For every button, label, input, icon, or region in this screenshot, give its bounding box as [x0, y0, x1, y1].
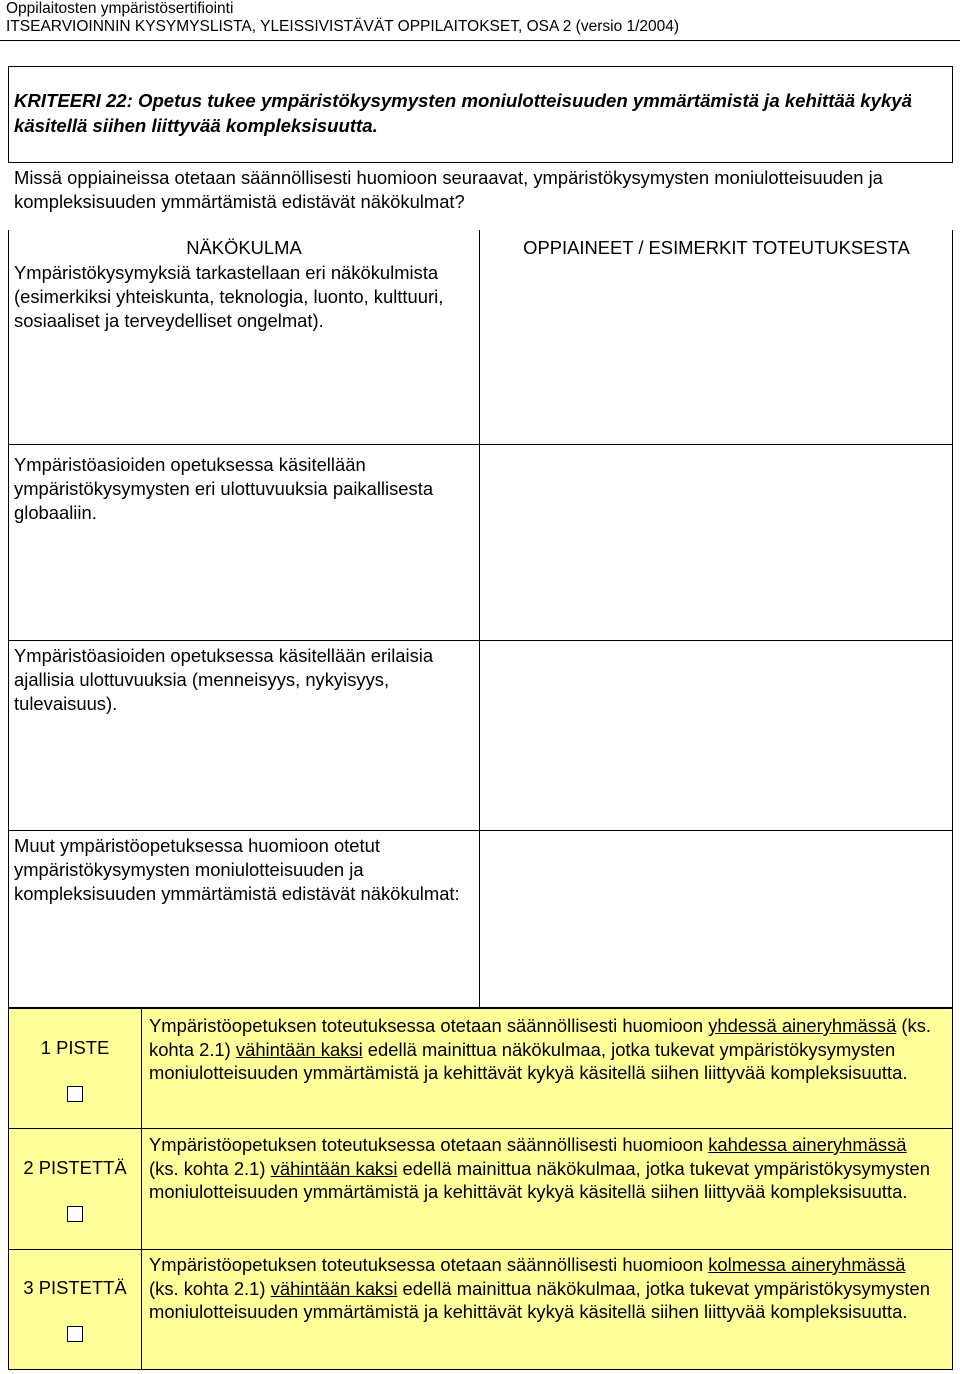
answer-cell-4[interactable]: [484, 835, 948, 1003]
answer-cell-3[interactable]: [484, 645, 948, 825]
column-header-subjects: OPPIAINEET / ESIMERKIT TOTEUTUKSESTA: [523, 237, 910, 258]
score-label-2: 2 PISTETTÄ: [23, 1157, 127, 1178]
score-description-1: Ympäristöopetuksen toteutuksessa otetaan säännöllisesti huomioon yhdessä aineryhmässä (ks. kohta 2.1) vähintään kaksi edellä mainittua näkökulmaa, jotka tukevat ympäristökysymysten moniulotteisuuden ymmärtämistä ja kehittävät kykyä käsitellä siihen liittyvää kompleksisuutta.: [149, 1015, 932, 1083]
score-checkbox-1[interactable]: [67, 1086, 83, 1102]
criterion-title: KRITEERI 22: Opetus tukee ympäristökysymysten moniulotteisuuden ymmärtämistä ja kehittää kykyä käsitellä siihen liittyvää kompleksisuutta.: [14, 90, 912, 136]
table-row-divider: [8, 444, 953, 445]
column-header-perspective: NÄKÖKULMA: [186, 237, 302, 258]
scoring-column-divider: [141, 1008, 142, 1370]
scoring-row-divider: [8, 1128, 953, 1129]
table-column-divider: [479, 230, 480, 1008]
perspective-row-3: Ympäristöasioiden opetuksessa käsitellään erilaisia ajallisia ulottuvuuksia (menneisyys, nykyisyys, tulevaisuus).: [14, 645, 434, 714]
score-label-3: 3 PISTETTÄ: [23, 1277, 127, 1298]
answer-cell-1[interactable]: [484, 264, 948, 440]
scoring-row-divider: [8, 1249, 953, 1250]
table-row-divider: [8, 830, 953, 831]
score-description-3: Ympäristöopetuksen toteutuksessa otetaan säännöllisesti huomioon kolmessa aineryhmässä (ks. kohta 2.1) vähintään kaksi edellä mainittua näkökulmaa, jotka tukevat ympäristökysymysten moniulotteisuuden ymmärtämistä ja kehittävät kykyä käsitellä siihen liittyvää kompleksisuutta.: [149, 1254, 930, 1322]
score-checkbox-2[interactable]: [67, 1206, 83, 1222]
score-checkbox-3[interactable]: [67, 1326, 83, 1342]
document-header-title: Oppilaitosten ympäristösertifiointi: [6, 0, 234, 17]
perspective-row-1: Ympäristökysymyksiä tarkastellaan eri näkökulmista (esimerkiksi yhteiskunta, teknologia, luonto, kulttuuri, sosiaaliset ja terveydelliset ongelmat).: [14, 262, 444, 331]
criterion-question: Missä oppiaineissa otetaan säännöllisesti huomioon seuraavat, ympäristökysymysten moniulotteisuuden ja kompleksisuuden ymmärtämistä edistävät näkökulmat?: [14, 167, 883, 212]
perspective-row-4: Muut ympäristöopetuksessa huomioon otetut ympäristökysymysten moniulotteisuuden ja kompleksisuuden ymmärtämistä edistävät näkökulmat:: [14, 835, 460, 904]
score-label-1: 1 PISTE: [40, 1037, 110, 1058]
answer-cell-2[interactable]: [484, 449, 948, 635]
document-header-subtitle: ITSEARVIOINNIN KYSYMYSLISTA, YLEISSIVISTÄVÄT OPPILAITOKSET, OSA 2 (versio 1/2004): [6, 18, 680, 35]
score-description-2: Ympäristöopetuksen toteutuksessa otetaan säännöllisesti huomioon kahdessa aineryhmässä (ks. kohta 2.1) vähintään kaksi edellä mainittua näkökulmaa, jotka tukevat ympäristökysymysten moniulotteisuuden ymmärtämistä ja kehittävät kykyä käsitellä siihen liittyvää kompleksisuutta.: [149, 1134, 930, 1202]
header-divider: [0, 40, 960, 41]
perspective-row-2: Ympäristöasioiden opetuksessa käsitellään ympäristökysymysten eri ulottuvuuksia paikallisesta globaaliin.: [14, 454, 434, 523]
table-row-divider: [8, 640, 953, 641]
